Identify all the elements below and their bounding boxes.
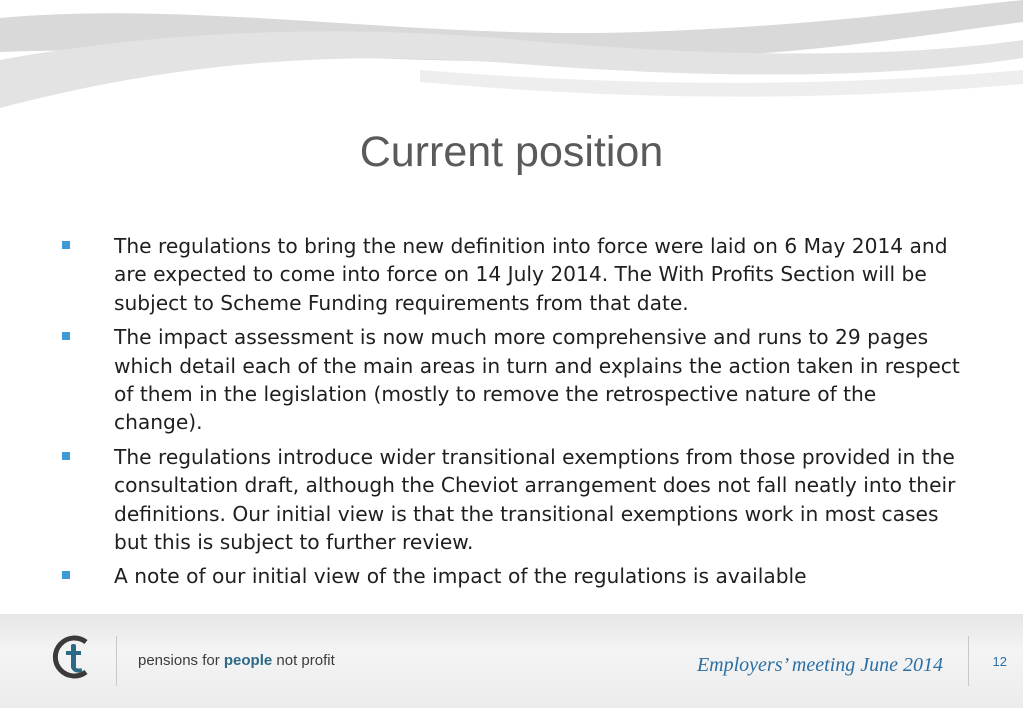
bullet-item [60,562,970,590]
page-number: 12 [992,654,1007,669]
square-bullet-icon [62,452,70,460]
square-bullet-icon [62,571,70,579]
slide-footer [0,614,1023,708]
bullet-list [60,232,970,597]
bullet-text: A note of our initial view of the impact of the regulations is available [114,564,807,589]
footer-meeting-label: Employers’ meeting June 2014 [696,654,943,676]
cheviot-ct-logo-icon [50,634,96,680]
square-bullet-icon [62,241,70,249]
tagline-text-end: not profit [272,652,335,669]
bullet-item [60,443,970,557]
bullet-item [60,323,970,437]
square-bullet-icon [62,332,70,340]
bullet-item [60,232,970,317]
footer-tagline [138,652,335,669]
tagline-text: pensions for [138,652,224,669]
bullet-text: The impact assessment is now much more comprehensive and runs to 29 pages which detail each of the main areas in turn and explains the action taken in respect of them in the legislation (mostly to remove the retrospective nature of the change). [114,325,960,435]
footer-divider [116,636,117,686]
tagline-emphasis: people [223,652,273,669]
bullet-text: The regulations to bring the new definition into force were laid on 6 May 2014 and are expected to come into force on 14 July 2014. The With Profits Section will be subject to Scheme Funding requirements from that date. [114,234,948,315]
bullet-text: The regulations introduce wider transitional exemptions from those provided in the consultation draft, although the Cheviot arrangement does not fall neatly into their definitions. Our initial view is that the transitional exemptions work in most cases but this is subject to further review. [114,444,956,555]
slide-title: Current position [359,128,664,176]
footer-divider [968,636,969,686]
header-swoosh-decoration [0,0,1023,120]
